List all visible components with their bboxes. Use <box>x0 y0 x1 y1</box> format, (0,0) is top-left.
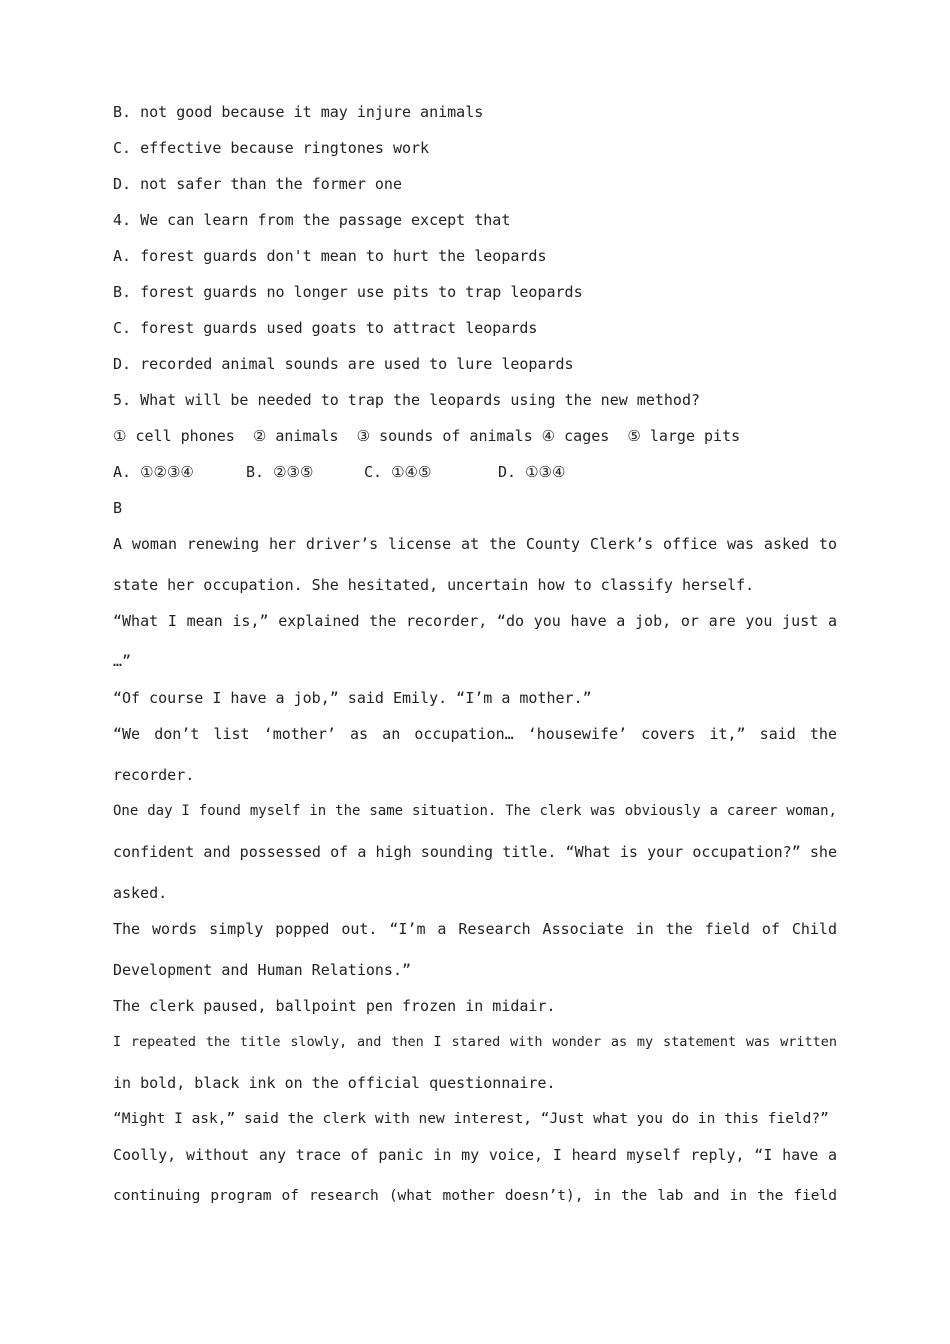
passage-line: The clerk paused, ballpoint pen frozen in midair. <box>113 997 556 1015</box>
question-3-option-c: C. effective because ringtones work <box>113 139 430 157</box>
question-5-choice-b: B. ②③⑤ <box>246 463 314 481</box>
passage-line: Development and Human Relations.” <box>113 961 412 979</box>
passage-line: I repeated the title slowly, and then I stared with wonder as my statement was written <box>113 1034 837 1050</box>
question-4-option-d: D. recorded animal sounds are used to lure leopards <box>113 355 574 373</box>
passage-line: The words simply popped out. “I’m a Research Associate in the field of Child <box>113 920 837 938</box>
passage-line: A woman renewing her driver’s license at the County Clerk’s office was asked to <box>113 535 837 553</box>
question-4-option-c: C. forest guards used goats to attract leopards <box>113 319 538 337</box>
passage-line: continuing program of research (what mother doesn’t), in the lab and in the field <box>113 1188 837 1204</box>
question-5-choice-a: A. ①②③④ <box>113 463 194 481</box>
passage-line: One day I found myself in the same situation. The clerk was obviously a career woman, <box>113 803 837 819</box>
question-5-stem: 5. What will be needed to trap the leopards using the new method? <box>113 391 700 409</box>
question-4-option-b: B. forest guards no longer use pits to trap leopards <box>113 283 583 301</box>
passage-line: “Might I ask,” said the clerk with new interest, “Just what you do in this field?” <box>113 1111 829 1127</box>
passage-line: “Of course I have a job,” said Emily. “I’m a mother.” <box>113 689 592 707</box>
question-4-stem: 4. We can learn from the passage except that <box>113 211 511 229</box>
passage-line: “What I mean is,” explained the recorder, “do you have a job, or are you just a <box>113 612 837 630</box>
question-5-items: ① cell phones ② animals ③ sounds of animals ④ cages ⑤ large pits <box>113 427 741 445</box>
passage-line: recorder. <box>113 766 195 784</box>
question-5-choice-d: D. ①③④ <box>498 463 566 481</box>
passage-line: “We don’t list ‘mother’ as an occupation… ‘housewife’ covers it,” said the <box>113 725 837 743</box>
passage-heading: B <box>113 499 123 517</box>
passage-line: asked. <box>113 884 168 902</box>
question-4-option-a: A. forest guards don't mean to hurt the leopards <box>113 247 547 265</box>
passage-line: in bold, black ink on the official questionnaire. <box>113 1074 556 1092</box>
question-3-option-b: B. not good because it may injure animals <box>113 103 484 121</box>
passage-line: Coolly, without any trace of panic in my voice, I heard myself reply, “I have a <box>113 1146 837 1164</box>
passage-line: confident and possessed of a high sounding title. “What is your occupation?” she <box>113 843 837 861</box>
passage-line: …” <box>113 652 132 670</box>
question-5-choice-c: C. ①④⑤ <box>364 463 432 481</box>
question-3-option-d: D. not safer than the former one <box>113 175 402 193</box>
passage-line: state her occupation. She hesitated, uncertain how to classify herself. <box>113 576 755 594</box>
